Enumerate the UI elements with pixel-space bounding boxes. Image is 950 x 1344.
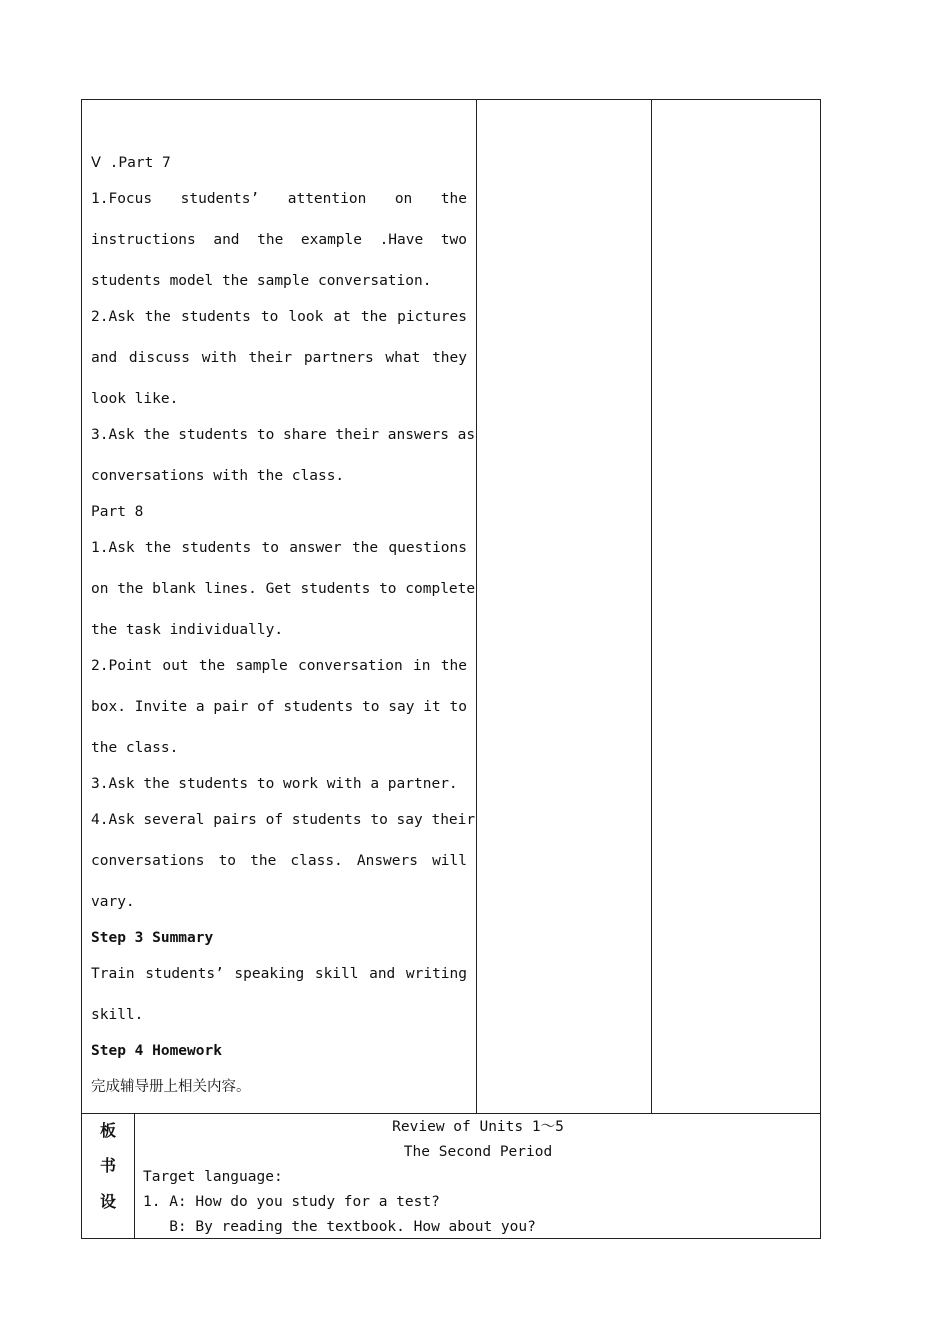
part7-item1-line2: instructions and the example .Have two xyxy=(91,232,467,248)
part7-item3-line2: conversations with the class. xyxy=(91,468,345,484)
part7-item2-line2: and discuss with their partners what they xyxy=(91,350,467,366)
part8-item2-line2: box. Invite a pair of students to say it to xyxy=(91,699,467,715)
part7-heading: Ⅴ .Part 7 xyxy=(91,155,171,171)
board-subtitle: The Second Period xyxy=(403,1144,553,1160)
part8-heading: Part 8 xyxy=(91,504,144,520)
board-line1: 1. A: How do you study for a test? xyxy=(143,1194,440,1210)
part8-item1-line2: on the blank lines. Get students to complete xyxy=(91,581,476,597)
column-divider-1 xyxy=(476,99,477,1114)
part7-item2-line1: 2.Ask the students to look at the pictures xyxy=(91,309,467,325)
part7-item2-line3: look like. xyxy=(91,391,179,407)
column-divider-2 xyxy=(651,99,652,1114)
part8-item3: 3.Ask the students to work with a partner. xyxy=(91,776,458,792)
blackboard-design xyxy=(143,1118,813,1243)
part7-item1-line1: 1.Focus students’ attention on the xyxy=(91,191,467,207)
part8-item4-line1: 4.Ask several pairs of students to say their xyxy=(91,812,476,828)
board-target-language: Target language: xyxy=(143,1169,283,1185)
step4-heading: Step 4 Homework xyxy=(91,1043,222,1059)
part8-item1-line3: the task individually. xyxy=(91,622,284,638)
step4-homework-text: 完成辅导册上相关内容。 xyxy=(91,1079,251,1095)
row-divider xyxy=(81,1113,821,1114)
part8-item1-line1: 1.Ask the students to answer the questions xyxy=(91,540,467,556)
step3-line2: skill. xyxy=(91,1007,144,1023)
part8-item2-line3: the class. xyxy=(91,740,179,756)
teaching-steps-column xyxy=(91,150,476,1096)
board-title: Review of Units 1～5 xyxy=(392,1119,564,1135)
board-label-char3: 设 xyxy=(99,1192,116,1211)
board-label-char1: 板 xyxy=(99,1121,116,1140)
part8-item4-line3: vary. xyxy=(91,894,135,910)
part8-item2-line1: 2.Point out the sample conversation in the xyxy=(91,658,467,674)
part7-item3-line1: 3.Ask the students to share their answers as xyxy=(91,427,476,443)
board-line2: B: By reading the textbook. How about you? xyxy=(143,1219,536,1235)
board-label-char2: 书 xyxy=(99,1156,116,1175)
part8-item4-line2: conversations to the class. Answers will xyxy=(91,853,467,869)
part7-item1-line3: students model the sample conversation. xyxy=(91,273,432,289)
step3-line1: Train students’ speaking skill and writing xyxy=(91,966,467,982)
board-label-divider xyxy=(134,1113,135,1239)
step3-heading: Step 3 Summary xyxy=(91,930,214,946)
